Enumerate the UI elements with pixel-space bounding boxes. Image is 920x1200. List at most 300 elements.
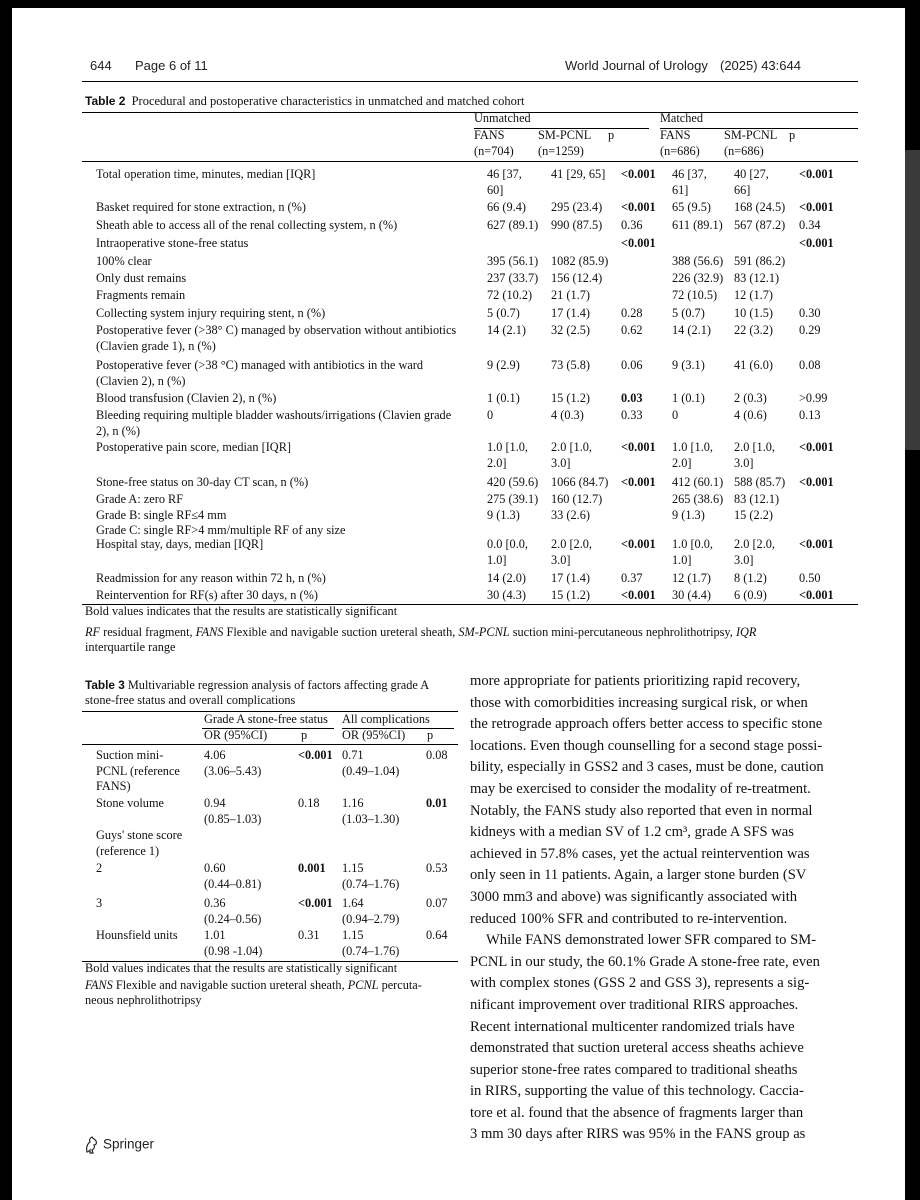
col-p-matched: p	[789, 128, 796, 142]
page-of: Page 6 of 11	[135, 58, 208, 73]
cell-fm	[672, 408, 678, 424]
cell-fu	[487, 475, 538, 491]
cell-sm	[734, 408, 767, 424]
cell-sm	[734, 475, 785, 491]
row-label	[96, 537, 263, 553]
table2-abbreviations	[85, 625, 756, 641]
cell-line: 1.0]	[487, 552, 507, 567]
table2-caption	[85, 94, 525, 109]
cell-sm	[734, 271, 779, 287]
row-label	[96, 254, 152, 270]
body-line: tore et al. found that the absence of fragments larger than	[470, 1104, 804, 1121]
body-line: Recent international multicenter randomized trials have	[470, 1018, 795, 1035]
row-label	[96, 218, 397, 234]
table2-group-unmatched: Unmatched	[474, 111, 531, 125]
cell-fm	[672, 492, 723, 508]
body-text	[470, 671, 860, 1146]
body-line: bility, especially in GSS2 and 3 cases, must be done, caution	[470, 759, 824, 776]
p-value: <0.001	[799, 588, 834, 602]
table3-col-or-a: OR (95%CI)	[204, 728, 268, 742]
cell-fm	[672, 508, 705, 524]
cell-sm	[734, 358, 773, 374]
cell-fu	[487, 218, 538, 234]
cell-fu	[487, 288, 532, 304]
p-value: 0.001	[298, 861, 326, 875]
cell-fu	[487, 254, 538, 270]
cell-line: 3.0]	[551, 552, 571, 567]
cell-line: (0.49–1.04)	[342, 763, 400, 778]
cell-line: 2.0 [1.0,	[734, 440, 775, 454]
table3-cell	[96, 928, 178, 944]
row-label	[96, 200, 306, 216]
table3-cell	[96, 796, 164, 812]
cell-line: 83 (12.1)	[734, 271, 780, 285]
cell-line: 66]	[734, 182, 751, 197]
cell-line: FANS)	[96, 779, 131, 793]
cell-fm	[672, 537, 713, 568]
cell-line: 0.0 [0.0,	[487, 537, 528, 551]
table2-label: Table 2	[85, 94, 126, 108]
row-label-line: Hospital stay, days, median [IQR]	[96, 537, 264, 551]
cell-fm	[672, 271, 723, 287]
cell-line: 41 [29, 65]	[551, 167, 606, 181]
cell-line: 3.0]	[551, 455, 571, 470]
cell-line: 46 [37,	[672, 167, 707, 181]
table3-cell	[342, 896, 399, 927]
cell-fu	[487, 200, 526, 216]
row-label	[96, 358, 423, 389]
row-label	[96, 408, 451, 439]
abbr-term: SM-PCNL	[458, 625, 510, 639]
cell-line: 33 (2.6)	[551, 508, 590, 522]
cell-line: 0	[672, 408, 679, 422]
cell-line: 65 (9.5)	[672, 200, 711, 214]
cell-fm	[672, 391, 705, 407]
body-line: those with comorbidities increasing surgical risk, or when	[470, 694, 808, 711]
table3-abbrev-tail: neous nephrolithotripsy	[85, 993, 202, 1007]
cell-line: 2.0]	[487, 455, 507, 470]
cell-line: 6 (0.9)	[734, 588, 767, 602]
row-label-line: Stone-free status on 30-day CT scan, n (%)	[96, 475, 309, 489]
cell-line: 10 (1.5)	[734, 306, 773, 320]
cell-fu	[487, 440, 528, 471]
body-line: 3 mm 30 days after RIRS was 95% in the FANS group as	[470, 1126, 806, 1143]
cell-line: PCNL (reference	[96, 763, 180, 778]
p-value: 0.64	[426, 928, 448, 942]
row-label-line: 100% clear	[96, 254, 152, 268]
cell-line: 265 (38.6)	[672, 492, 724, 506]
cell-line: 990 (87.5)	[551, 218, 603, 232]
p-value: <0.001	[298, 896, 333, 910]
cell-fm	[672, 254, 723, 270]
cell-fm	[672, 358, 705, 374]
body-line: kidneys with a median SV of 1.2 cm³, grade A SFS was	[470, 824, 794, 841]
cell-line: 5 (0.7)	[487, 306, 520, 320]
cell-line: 1.15	[342, 861, 364, 875]
table3-cell	[96, 748, 180, 795]
cell-line: 1066 (84.7)	[551, 475, 609, 489]
cell-line: 1.0 [1.0,	[672, 440, 713, 454]
cell-su	[551, 391, 590, 407]
table3-caption	[85, 678, 465, 708]
abbr-term: PCNL	[347, 978, 379, 992]
col-smpcnl-matched: SM-PCNL	[724, 128, 778, 142]
cell-fu	[487, 492, 538, 508]
cell-line: 9 (2.9)	[487, 358, 520, 372]
p-value: 0.07	[426, 896, 448, 910]
cell-su	[551, 218, 602, 234]
p-value: 0.50	[799, 571, 821, 585]
p-value: 0.13	[799, 408, 821, 422]
cell-sm	[734, 571, 767, 587]
cell-sm	[734, 254, 785, 270]
table3-cell	[342, 796, 399, 827]
row-label-line: Blood transfusion (Clavien 2), n (%)	[96, 391, 277, 405]
cell-line: 15 (1.2)	[551, 391, 590, 405]
cell-su	[551, 408, 584, 424]
cell-line: (0.85–1.03)	[204, 811, 262, 826]
table3-cell	[96, 896, 102, 912]
cell-line: Stone volume	[96, 796, 164, 810]
p-value: 0.31	[298, 928, 320, 942]
cell-su	[551, 537, 592, 568]
cell-line: 30 (4.3)	[487, 588, 526, 602]
cell-line: 41 (6.0)	[734, 358, 773, 372]
cell-line: 388 (56.6)	[672, 254, 724, 268]
p-value: >0.99	[799, 391, 828, 405]
cell-line: 275 (39.1)	[487, 492, 539, 506]
cell-fu	[487, 271, 538, 287]
cell-line: (reference 1)	[96, 843, 160, 858]
cell-line: 0	[487, 408, 494, 422]
cell-line: 295 (23.4)	[551, 200, 603, 214]
row-label-line: Postoperative fever (>38° C) managed by observation without antibiotics	[96, 323, 457, 337]
cell-line: 1.01	[204, 928, 226, 942]
n-smpcnl-unmatched: (n=1259)	[538, 144, 584, 158]
cell-fu	[487, 508, 520, 524]
cell-sm	[734, 508, 773, 524]
cell-line: 567 (87.2)	[734, 218, 786, 232]
row-label-line: Intraoperative stone-free status	[96, 236, 249, 250]
cell-line: 1.0 [1.0,	[487, 440, 528, 454]
table3-cell	[96, 861, 102, 877]
row-label-line: Only dust remains	[96, 271, 187, 285]
cell-su	[551, 358, 590, 374]
cell-fu	[487, 588, 526, 604]
cell-line: 32 (2.5)	[551, 323, 590, 337]
row-label-line: 2), n (%)	[96, 423, 141, 438]
p-value: <0.001	[298, 748, 333, 762]
p-value: <0.001	[799, 537, 834, 551]
cell-line: 9 (1.3)	[672, 508, 705, 522]
body-line: nificant improvement over traditional RIRS approaches.	[470, 996, 799, 1013]
abbr-term: RF	[85, 625, 101, 639]
cell-line: Guys' stone score	[96, 828, 183, 842]
row-label	[96, 571, 326, 587]
row-label-line: Readmission for any reason within 72 h, n (%)	[96, 571, 326, 585]
springer-horse-icon	[84, 1136, 100, 1154]
cell-line: 1.0 [0.0,	[672, 537, 713, 551]
background-edge	[905, 150, 920, 450]
cell-line: 627 (89.1)	[487, 218, 539, 232]
cell-line: Hounsfield units	[96, 928, 178, 942]
abbr-term: IQR	[735, 625, 757, 639]
cell-fm	[672, 440, 713, 471]
row-label	[96, 167, 315, 183]
cell-line: 61]	[672, 182, 689, 197]
cell-line: 1.0]	[672, 552, 692, 567]
cell-line: 168 (24.5)	[734, 200, 786, 214]
cell-line: 12 (1.7)	[672, 571, 711, 585]
p-value: 0.34	[799, 218, 821, 232]
body-line: with complex stones (GSS 2 and GSS 3), represents a sig-	[470, 975, 810, 992]
cell-fm	[672, 288, 717, 304]
p-value: <0.001	[621, 236, 656, 250]
cell-line: 17 (1.4)	[551, 571, 590, 585]
cell-line: 14 (2.1)	[487, 323, 526, 337]
table3-cell	[204, 928, 262, 959]
cell-line: 21 (1.7)	[551, 288, 590, 302]
cell-line: 226 (32.9)	[672, 271, 724, 285]
cell-line: 0.71	[342, 748, 364, 762]
p-value: 0.53	[426, 861, 448, 875]
cell-fm	[672, 588, 711, 604]
table3-cell	[204, 796, 261, 827]
body-line: While FANS demonstrated lower SFR compared to SM-	[486, 932, 817, 949]
table3-footnote-bold: Bold values indicates that the results are statistically significant	[85, 961, 398, 975]
cell-line: 30 (4.4)	[672, 588, 711, 602]
cell-line: 60]	[487, 182, 504, 197]
n-fans-matched: (n=686)	[660, 144, 700, 158]
p-value: <0.001	[621, 167, 656, 181]
cell-sm	[734, 306, 773, 322]
cell-line: (0.74–1.76)	[342, 943, 400, 958]
cell-fm	[672, 167, 707, 198]
col-p-unmatched: p	[608, 128, 615, 142]
p-value: <0.001	[799, 440, 834, 454]
row-label-line: Collecting system injury requiring stent, n (%)	[96, 306, 326, 320]
cell-fm	[672, 323, 711, 339]
col-smpcnl-unmatched: SM-PCNL	[538, 128, 592, 142]
journal-name: World Journal of Urology	[565, 58, 708, 73]
abbr-def: Flexible and navigable suction ureteral sheath,	[112, 978, 348, 992]
table3-cell	[204, 896, 261, 927]
cell-line: 12 (1.7)	[734, 288, 773, 302]
cell-su	[551, 167, 605, 183]
cell-line: (1.03–1.30)	[342, 811, 400, 826]
p-value: 0.62	[621, 323, 643, 337]
journal-page	[12, 8, 905, 1200]
row-label	[96, 588, 318, 604]
p-value: <0.001	[621, 440, 656, 454]
p-value: <0.001	[799, 167, 834, 181]
p-value: 0.30	[799, 306, 821, 320]
abbr-term: FANS	[195, 625, 224, 639]
cell-su	[551, 200, 602, 216]
cell-su	[551, 288, 590, 304]
cell-line: 3.0]	[734, 455, 754, 470]
table2-title: Procedural and postoperative characteristics in unmatched and matched cohort	[131, 94, 525, 108]
row-label-line: (Clavien grade 1), n (%)	[96, 338, 216, 353]
body-line: 3000 mm3 and above) was significantly associated with	[470, 888, 798, 905]
cell-line: 8 (1.2)	[734, 571, 767, 585]
cell-line: 2.0 [1.0,	[551, 440, 592, 454]
cell-line: 15 (1.2)	[551, 588, 590, 602]
cell-su	[551, 588, 590, 604]
cell-line: 22 (3.2)	[734, 323, 773, 337]
citation: (2025) 43:644	[720, 58, 801, 73]
body-line: locations. Even though counselling for a second stage possi-	[470, 737, 823, 754]
table3-cell	[342, 928, 399, 959]
body-line: demonstrated that suction ureteral access sheaths achieve	[470, 1040, 804, 1057]
row-label-line: Reintervention for RF(s) after 30 days, n (%)	[96, 588, 318, 602]
table2-head-rule	[82, 161, 858, 162]
cell-line: 3.0]	[734, 552, 754, 567]
body-line: superior stone-free rates compared to traditional sheaths	[470, 1061, 798, 1078]
cell-sm	[734, 218, 785, 234]
row-label-line: (Clavien 2), n (%)	[96, 373, 186, 388]
cell-line: 611 (89.1)	[672, 218, 723, 232]
cell-line: Suction mini-	[96, 748, 164, 762]
cell-line: 237 (33.7)	[487, 271, 539, 285]
cell-line: (0.98 -1.04)	[204, 943, 263, 958]
cell-su	[551, 571, 590, 587]
cell-line: 160 (12.7)	[551, 492, 603, 506]
publisher-name: Springer	[103, 1136, 155, 1152]
col-fans-unmatched: FANS	[474, 128, 505, 142]
col-fans-matched: FANS	[660, 128, 691, 142]
row-label-line: Sheath able to access all of the renal collecting system, n (%)	[96, 218, 398, 232]
row-label-line: Grade A: zero RF	[96, 492, 184, 506]
cell-line: 5 (0.7)	[672, 306, 705, 320]
cell-line: 4 (0.3)	[551, 408, 584, 422]
p-value: 0.29	[799, 323, 821, 337]
row-label	[96, 306, 325, 322]
cell-fu	[487, 571, 526, 587]
table3-group-all: All complications	[342, 712, 430, 726]
table2-top-rule	[82, 112, 858, 113]
cell-line: 72 (10.5)	[672, 288, 718, 302]
table3-col-p-b: p	[427, 728, 434, 742]
row-label	[96, 508, 226, 524]
row-label-line: Basket required for stone extraction, n (%)	[96, 200, 306, 214]
cell-line: 83 (12.1)	[734, 492, 780, 506]
cell-fm	[672, 218, 723, 234]
publisher-footer	[84, 1136, 154, 1154]
body-line: more appropriate for patients prioritizing rapid recovery,	[470, 673, 801, 689]
row-label	[96, 236, 248, 252]
row-label	[96, 391, 276, 407]
cell-line: 0.60	[204, 861, 226, 875]
cell-sm	[734, 323, 773, 339]
table3-col-p-a: p	[301, 728, 308, 742]
row-label	[96, 492, 183, 508]
cell-line: 1082 (85.9)	[551, 254, 609, 268]
abbr-def: Flexible and navigable suction ureteral sheath,	[223, 625, 459, 639]
cell-line: 46 [37,	[487, 167, 522, 181]
table3-abbreviations	[85, 978, 422, 994]
cell-fm	[672, 200, 711, 216]
cell-sm	[734, 440, 775, 471]
row-label-line: Postoperative pain score, median [IQR]	[96, 440, 291, 454]
n-smpcnl-matched: (n=686)	[724, 144, 764, 158]
cell-fu	[487, 537, 528, 568]
cell-su	[551, 306, 590, 322]
abbr-def: percuta-	[378, 978, 422, 992]
table2-group-matched: Matched	[660, 111, 704, 125]
cell-su	[551, 440, 592, 471]
table3-head-rule	[82, 744, 458, 745]
abbr-def: residual fragment,	[100, 625, 196, 639]
table2-abbrev-tail: interquartile range	[85, 640, 176, 654]
cell-line: 9 (3.1)	[672, 358, 705, 372]
cell-su	[551, 254, 608, 270]
p-value: 0.18	[298, 796, 320, 810]
cell-fm	[672, 571, 711, 587]
p-value: <0.001	[621, 475, 656, 489]
cell-line: 9 (1.3)	[487, 508, 520, 522]
p-value: 0.08	[799, 358, 821, 372]
cell-fm	[672, 475, 723, 491]
p-value: 0.36	[621, 218, 643, 232]
abbr-term: FANS	[85, 978, 113, 992]
p-value: <0.001	[621, 200, 656, 214]
cell-sm	[734, 200, 785, 216]
cell-line: 15 (2.2)	[734, 508, 773, 522]
row-label	[96, 440, 291, 456]
cell-su	[551, 475, 608, 491]
table2-footnote-bold: Bold values indicates that the results are statistically significant	[85, 604, 398, 618]
cell-line: 395 (56.1)	[487, 254, 539, 268]
cell-line: 1.64	[342, 896, 364, 910]
cell-su	[551, 492, 602, 508]
cell-line: 2.0]	[672, 455, 692, 470]
table3-cell	[342, 748, 399, 779]
row-label	[96, 323, 456, 354]
cell-su	[551, 323, 590, 339]
cell-line: 72 (10.2)	[487, 288, 533, 302]
cell-line: (0.74–1.76)	[342, 876, 400, 891]
table3-title-2: stone-free status and overall complications	[85, 693, 296, 707]
cell-fu	[487, 167, 522, 198]
p-value: <0.001	[799, 236, 834, 250]
p-value: 0.33	[621, 408, 643, 422]
cell-line: 14 (2.0)	[487, 571, 526, 585]
cell-su	[551, 508, 590, 524]
running-header	[90, 58, 847, 78]
row-label	[96, 271, 186, 287]
cell-line: 73 (5.8)	[551, 358, 590, 372]
table3-title-1: Multivariable regression analysis of factors affecting grade A	[127, 678, 430, 692]
cell-fu	[487, 323, 526, 339]
cell-line: 412 (60.1)	[672, 475, 724, 489]
p-value: 0.06	[621, 358, 643, 372]
cell-line: (3.06–5.43)	[204, 763, 262, 778]
cell-line: 4.06	[204, 748, 226, 762]
table3-cell	[204, 861, 261, 892]
row-label-line: Total operation time, minutes, median [IQR]	[96, 167, 316, 181]
cell-line: 156 (12.4)	[551, 271, 603, 285]
cell-line: 17 (1.4)	[551, 306, 590, 320]
table3-cell	[204, 748, 261, 779]
abbr-def: suction mini-percutaneous nephrolithotripsy,	[509, 625, 736, 639]
body-line: the retrograde approach offers better access to specific stone	[470, 716, 823, 733]
cell-sm	[734, 391, 767, 407]
cell-line: (0.44–0.81)	[204, 876, 262, 891]
table3-group-grade-a: Grade A stone-free status	[204, 712, 328, 726]
cell-fm	[672, 306, 705, 322]
cell-line: 3	[96, 896, 103, 910]
